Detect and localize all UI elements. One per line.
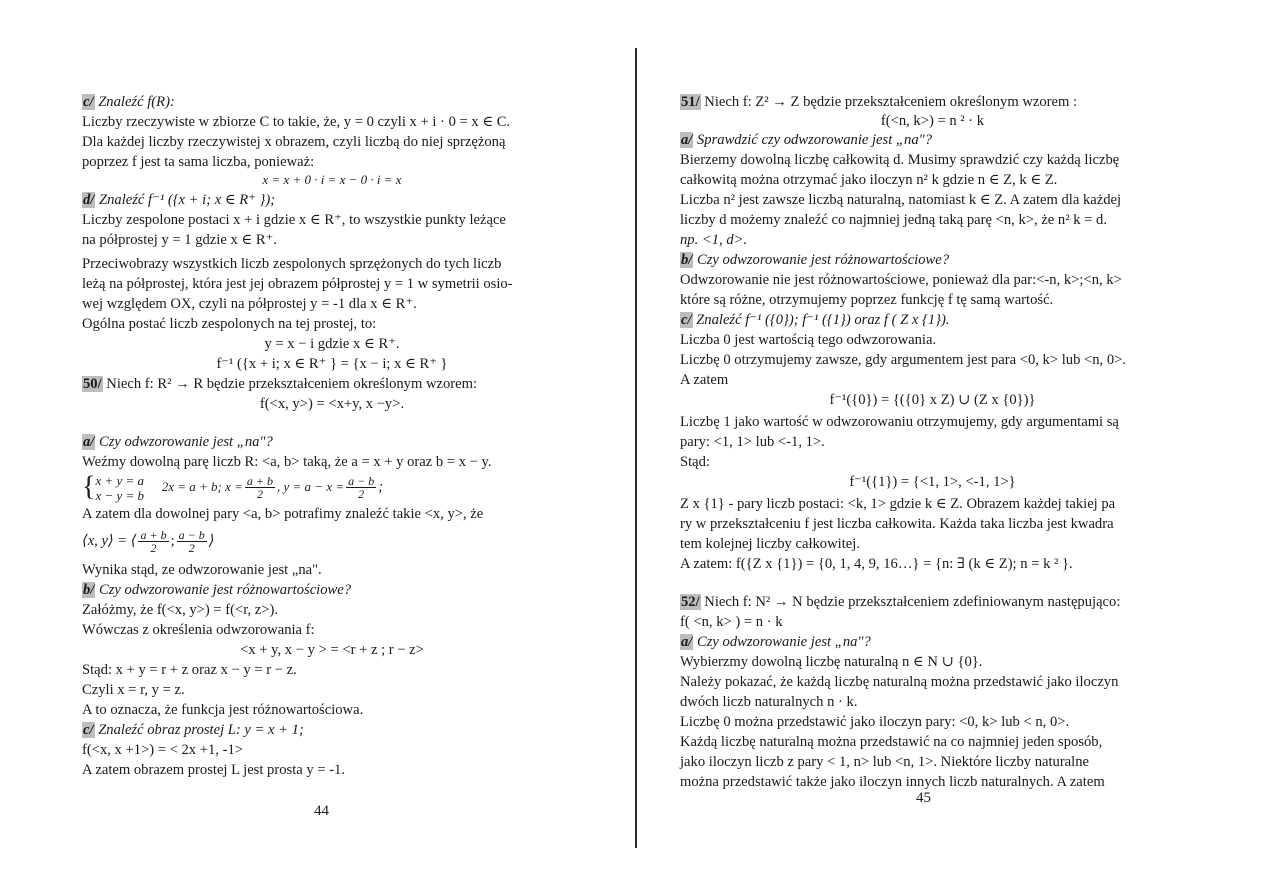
section-b-heading: b/ Czy odwzorowanie jest różnowartościowe? <box>681 252 950 268</box>
text-line: leżą na półprostej, która jest jej obrazem półprostej y = 1 w symetrii osio- <box>82 276 513 292</box>
text-line: Wówczas z określenia odwzorowania f: <box>82 622 315 638</box>
text-line: Dla każdej liczby rzeczywistej x obrazem, czyli liczbą do niej sprzężoną <box>82 134 506 150</box>
text-line: Stąd: x + y = r + z oraz x − y = r − z. <box>82 662 297 678</box>
text-line: można przedstawić także jako iloczyn innych liczb naturalnych. A zatem <box>680 774 1105 790</box>
text-line: A to oznacza, że funkcja jest różnowartościowa. <box>82 702 364 718</box>
text-line: A zatem obrazem prostej L jest prosta y = -1. <box>82 762 346 778</box>
formula: x = x + 0 · i = x − 0 · i = x <box>262 172 402 187</box>
section-label: b/ <box>83 582 95 598</box>
formula: f⁻¹({0}) = {({0} x Z) ∪ (Z x {0})} <box>829 392 1036 408</box>
formula: ⟨x, y⟩ = ⟨ $\frac{a + b}{2}$ ; $\frac{a - b}{2}$ ⟩ <box>82 528 215 556</box>
page-number: 44 <box>314 803 329 819</box>
page-number: 45 <box>916 790 931 806</box>
fraction: $\frac{a + b}{2}$ <box>140 528 167 556</box>
section-a-heading: a/ Czy odwzorowanie jest „na"? <box>83 434 273 450</box>
problem-number: 50/ <box>83 376 102 392</box>
section-c-heading: c/ Znaleźć f⁻¹ ({0}); f⁻¹ ({1}) oraz f ( Z x {1}). <box>681 312 950 328</box>
text-line: Ogólna postać liczb zespolonych na tej prostej, to: <box>82 316 377 332</box>
text-line: Bierzemy dowolną liczbę całkowitą d. Musimy sprawdzić czy każdą liczbę <box>680 152 1120 168</box>
text-line: Liczby rzeczywiste w zbiorze C to takie, że, y = 0 czyli x + i · 0 = x ∈ C. <box>82 114 511 130</box>
formula: f⁻¹ ({x + i; x ∈ R⁺ } = {x − i; x ∈ R⁺ } <box>216 356 448 372</box>
text-line: Czyli x = r, y = z. <box>82 682 185 698</box>
section-label: c/ <box>83 94 94 110</box>
text-line: Przeciwobrazy wszystkich liczb zespolonych sprzężonych do tych liczb <box>82 256 502 272</box>
equation-system: { x + y = a x − y = b 2x = a + b; x = $\frac{a + b}{2}$ , y = a − x = $\frac{a - b}{2}$ ; <box>82 471 384 503</box>
section-label: b/ <box>681 252 693 268</box>
section-a-heading: a/ Sprawdzić czy odwzorowanie jest „na"? <box>681 132 933 148</box>
text-line: jako iloczyn liczb z pary < 1, n> lub <n, 1>. Niektóre liczby naturalne <box>680 754 1089 770</box>
formula: f(<x, y>) = <x+y, x −y>. <box>259 396 405 412</box>
section-label: c/ <box>83 722 94 738</box>
problem-50: 50/ Niech f: R² → R będzie przekształceniem określonym wzorem: <box>83 376 478 392</box>
section-label: c/ <box>681 312 692 328</box>
text-line: Wybierzmy dowolną liczbę naturalną n ∈ N ∪ {0}. <box>680 654 983 670</box>
text-line: Liczbę 1 jako wartość w odwzorowaniu otrzymujemy, gdy argumentami są <box>680 414 1119 430</box>
fraction: $\frac{a + b}{2}$ <box>246 474 273 502</box>
text-line: Każdą liczbę naturalną można przedstawić na co najmniej jeden sposób, <box>680 734 1103 750</box>
text-line: A zatem: f({Z x {1}) = {0, 1, 4, 9, 16…} = {n: ∃ (k ∈ Z); n = k ² }. <box>680 556 1073 572</box>
formula: f( <n, k> ) = n · k <box>680 614 783 630</box>
section-c2-heading: c/ Znaleźć obraz prostej L: y = x + 1; <box>83 722 304 738</box>
section-label: a/ <box>681 634 693 650</box>
text-line: poprzez f jest ta sama liczba, ponieważ: <box>82 154 315 170</box>
problem-51: 51/ Niech f: Z² → Z będzie przekształceniem określonym wzorem : <box>681 94 1078 110</box>
text-line: Liczba 0 jest wartością tego odwzorowania. <box>680 332 937 348</box>
text-line: dwóch liczb naturalnych n · k. <box>680 694 858 710</box>
text-line: Weźmy dowolną parę liczb R: <a, b> taką, że a = x + y oraz b = x − y. <box>82 454 492 470</box>
section-label: a/ <box>681 132 693 148</box>
formula: f⁻¹({1}) = {<1, 1>, <-1, 1>} <box>849 474 1016 490</box>
text-line: pary: <1, 1> lub <-1, 1>. <box>680 434 825 450</box>
text-line: Liczbę 0 otrzymujemy zawsze, gdy argumentem jest para <0, k> lub <n, 0>. <box>680 352 1127 368</box>
text-line: Z x {1} - pary liczb postaci: <k, 1> gdzie k ∈ Z. Obrazem każdej takiej pa <box>680 496 1116 512</box>
text-line: na półprostej y = 1 gdzie x ∈ R⁺. <box>82 232 277 248</box>
text-line: Załóżmy, że f(<x, y>) = f(<r, z>). <box>82 602 279 618</box>
section-c-heading: c/ Znaleźć f(R): <box>83 94 175 110</box>
text-line: Należy pokazać, że każdą liczbę naturalną można przedstawić jako iloczyn <box>680 674 1119 690</box>
section-label: a/ <box>83 434 95 450</box>
formula: f(<n, k>) = n ² · k <box>880 113 985 129</box>
text-line: całkowitą można otrzymać jako iloczyn n² k gdzie n ∈ Z, k ∈ Z. <box>680 172 1058 188</box>
text-line: A zatem <box>680 372 729 388</box>
problem-52: 52/ Niech f: N² → N będzie przekształceniem zdefiniowanym następująco: <box>681 594 1121 610</box>
text-line: liczby d możemy znaleźć co najmniej jedną taką parę <n, k>, że n² k = d. <box>680 212 1107 228</box>
formula: <x + y, x − y > = <r + z ; r − z> <box>240 642 424 658</box>
brace: { <box>82 471 96 503</box>
fraction: $\frac{a - b}{2}$ <box>178 528 205 556</box>
text-line: tem kolejnej liczby całkowitej. <box>680 536 860 552</box>
text-line: wej względem OX, czyli na półprostej y = -1 dla x ∈ R⁺. <box>82 296 417 312</box>
text-line: f(<x, x +1>) = < 2x +1, -1> <box>82 742 243 758</box>
text-line: ry w przekształceniu f jest liczba całkowita. Każda taka liczba jest kwadra <box>680 516 1114 532</box>
section-a-heading: a/ Czy odwzorowanie jest „na"? <box>681 634 871 650</box>
section-label: d/ <box>83 192 95 208</box>
text-line: A zatem dla dowolnej pary <a, b> potrafimy znaleźć takie <x, y>, że <box>82 506 484 522</box>
text-line: Stąd: <box>680 454 710 470</box>
problem-number: 51/ <box>681 94 700 110</box>
text-line: które są różne, otrzymujemy poprzez funkcję f tę samą wartość. <box>680 292 1054 308</box>
text-line: Wynika stąd, ze odwzorowanie jest „na". <box>82 562 322 578</box>
section-b-heading: b/ Czy odwzorowanie jest różnowartościowe? <box>83 582 352 598</box>
book-binding-line <box>635 48 637 848</box>
text-line: Liczby zespolone postaci x + i gdzie x ∈ R⁺, to wszystkie punkty leżące <box>82 212 506 228</box>
problem-number: 52/ <box>681 594 700 610</box>
text-line: Liczbę 0 można przedstawić jako iloczyn pary: <0, k> lub < n, 0>. <box>680 714 1070 730</box>
section-d-heading: d/ Znaleźć f⁻¹ ({x + i; x ∈ R⁺ }); <box>83 192 276 208</box>
fraction: $\frac{a - b}{2}$ <box>348 474 375 502</box>
system-lines: x + y = a x − y = b <box>95 472 145 503</box>
text-line: Liczba n² jest zawsze liczbą naturalną, natomiast k ∈ Z. A zatem dla każdej <box>680 192 1122 208</box>
formula: y = x − i gdzie x ∈ R⁺. <box>264 336 400 352</box>
text-line: Odwzorowanie nie jest różnowartościowe, ponieważ dla par:<-n, k>;<n, k> <box>680 272 1122 288</box>
text-line: np. <1, d>. <box>680 232 748 248</box>
